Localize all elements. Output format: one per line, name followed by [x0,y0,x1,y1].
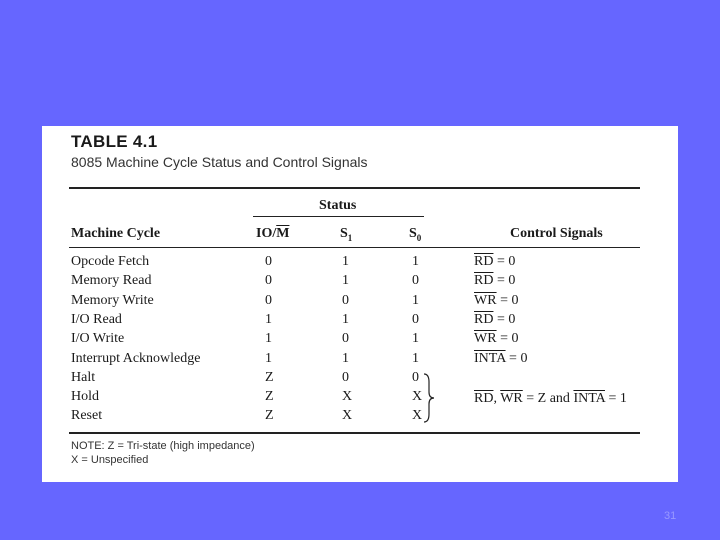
bottom-rule [69,432,640,434]
table-subtitle: 8085 Machine Cycle Status and Control Signals [71,154,368,170]
cell-io-m: Z [265,370,274,385]
table-image [42,126,678,482]
cell-s0: 0 [412,370,419,385]
header-s0: $S_0$ [409,226,422,243]
cell-control-signal: $\overline{RD} = 0$ [474,273,516,288]
header-machine-cycle: Machine Cycle [71,226,161,241]
cell-machine-cycle: Memory Write [71,293,154,308]
cell-control-signal: $\overline{RD} = 0$ [474,254,516,269]
cell-control-signal: INTA = 0 [474,351,528,366]
cell-machine-cycle: Opcode Fetch [71,254,150,269]
cell-s0: 1 [412,351,419,366]
cell-io-m: Z [265,389,274,404]
cell-s1: 1 [342,312,349,327]
cell-machine-cycle: Interrupt Acknowledge [71,351,201,366]
cell-s0: 1 [412,293,419,308]
cell-s1: 0 [342,331,349,346]
cell-machine-cycle: I/O Write [71,331,125,346]
note-tristate: NOTE: Z = Tri-state (high impedance) [71,440,255,452]
cell-io-m: 1 [265,312,272,327]
cell-s0: X [412,408,423,423]
cell-s0: X [412,389,423,404]
cell-machine-cycle: Reset [71,408,103,423]
cell-s1: X [342,389,353,404]
cell-s1: X [342,408,353,423]
cell-machine-cycle: Hold [71,389,99,404]
cell-io-m: 0 [265,273,272,288]
cell-s0: 1 [412,331,419,346]
cell-control-signal: $\overline{RD} = 0$ [474,312,516,327]
header-s1: $S_1$ [340,226,353,243]
top-rule [69,187,640,189]
cell-io-m: Z [265,408,274,423]
table-title: TABLE 4.1 [71,132,158,151]
cell-machine-cycle: I/O Read [71,312,122,327]
header-io-m: $IO/\overline{M}$ [256,226,290,241]
cell-control-signal: $\overline{WR} = 0$ [474,293,519,308]
cell-control-signal: $\overline{WR} = 0$ [474,331,519,346]
header-rule [69,247,640,248]
cell-io-m: 0 [265,293,272,308]
cell-io-m: 1 [265,331,272,346]
status-group-label: Status [319,198,357,213]
header-control-signals: Control Signals [510,226,603,241]
cell-machine-cycle: Halt [71,370,96,385]
cell-s1: 1 [342,351,349,366]
cell-s0: 1 [412,254,419,269]
group-control-signal: $\overline{RD}$, $\overline{WR} = Z$ and INTA = 1 [474,391,627,406]
cell-s1: 0 [342,370,349,385]
cell-machine-cycle: Memory Read [71,273,152,288]
cell-s0: 0 [412,273,419,288]
page-number: 31 [664,510,677,522]
cell-io-m: 1 [265,351,272,366]
note-unspecified: X = Unspecified [71,454,149,466]
cell-s0: 0 [412,312,419,327]
cell-s1: 1 [342,254,349,269]
status-underline [253,216,424,217]
cell-s1: 0 [342,293,349,308]
grouping-brace [422,372,436,424]
cell-io-m: 0 [265,254,272,269]
cell-s1: 1 [342,273,349,288]
